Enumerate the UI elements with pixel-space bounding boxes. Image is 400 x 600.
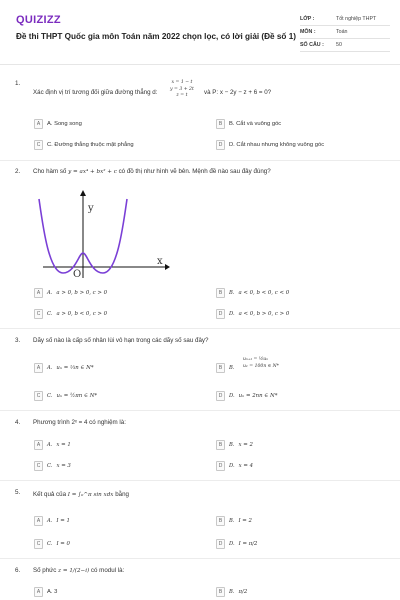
question-text-pre: Xác định vị trí tương đối giữa đường thẳng d: [33,89,158,96]
option-label: B. Cắt và vuông góc [229,121,282,127]
question-text-post: bằng [115,491,129,498]
option-letter-box: D [216,539,225,549]
option-letter-box: A [34,440,43,450]
option-a[interactable] [34,288,107,298]
question-separator [0,160,400,161]
option-label: π/2 [238,589,248,595]
y-axis-arrow [80,190,86,196]
option-prefix: D. [229,541,235,547]
option-prefix: C. [47,463,53,469]
question-text: Phương trình 2ˣ = 4 có nghiệm là: [33,419,126,426]
function-graph [35,187,170,279]
system-line: z = t [176,93,188,98]
option-b[interactable] [216,440,253,450]
option-prefix: C. [47,311,53,317]
option-letter-box: C [34,140,43,150]
question-text-post: có modul là: [90,567,125,574]
option-label: uₙ = ½πn ∈ N* [56,393,98,399]
option-letter-box: D [216,391,225,401]
option-prefix: D. [229,463,235,469]
option-letter-box: C [34,539,43,549]
option-prefix: C. [47,393,53,399]
option-prefix: A. [47,290,53,296]
option-letter-box: A [34,587,43,597]
option-label: I = π/2 [238,541,258,547]
meta-key: MÔN : [300,29,316,35]
question-text [33,567,124,574]
meta-value: 50 [336,42,342,48]
option-d[interactable] [216,309,289,319]
meta-key: SỐ CÂU : [300,42,324,48]
meta-row-subject [300,26,390,39]
option-d[interactable] [216,391,277,401]
question-number: 1. [15,80,21,87]
quizizz-logo[interactable]: QUIZIZZ [16,14,61,26]
header-divider [0,64,400,65]
option-label: a > 0, b < 0, c > 0 [56,311,108,317]
option-d[interactable] [216,140,324,150]
system-line: uₙ₊₁ = ½uₙ [243,357,269,362]
meta-value: Toán [336,29,348,35]
option-letter-box: A [34,288,43,298]
option-label: D. Cắt nhau nhưng không vuông góc [229,142,325,148]
option-a[interactable] [34,119,82,129]
option-b[interactable] [216,516,252,526]
question-number: 6. [15,567,21,574]
question-number: 4. [15,419,21,426]
option-letter-box: D [216,461,225,471]
meta-table [300,13,390,52]
meta-row-class [300,13,390,26]
option-b[interactable] [216,288,289,298]
option-a[interactable] [34,516,70,526]
option-c[interactable] [34,140,134,150]
option-prefix: B. [229,290,235,296]
system-line: y = 3 + 2t [170,86,194,92]
question-text-pre: Số phức [33,567,57,574]
option-c[interactable] [34,461,71,471]
question-formula: y = ax⁴ + bx² + c [68,169,117,175]
question-text [33,168,271,175]
question-separator [0,480,400,481]
option-label: I = 0 [56,541,70,547]
meta-value: Tốt nghiệp THPT [336,16,377,22]
option-letter-box: D [216,309,225,319]
option-letter-box: A [34,363,43,373]
option-letter-box: B [216,587,225,597]
option-label: I = 2 [238,518,252,524]
option-label: x = 3 [56,463,71,469]
option-label: a < 0, b < 0, c < 0 [238,290,290,296]
option-a[interactable] [34,440,71,450]
question-text-post: và P: x − 2y − z + 6 = 0? [204,89,272,96]
option-prefix: A. [47,518,53,524]
system-line: u₁ = 100n ∈ N* [243,363,279,369]
option-prefix: B. [229,442,235,448]
option-a[interactable] [34,363,94,373]
option-letter-box: D [216,140,225,150]
option-letter-box: C [34,391,43,401]
option-b[interactable] [216,363,238,373]
question-number: 2. [15,168,21,175]
option-label: uₙ = 2nn ∈ N* [238,393,278,399]
option-letter-box: B [216,119,225,129]
question-text-post: có đồ thị như hình vẽ bên. Mệnh đề nào sau đây đúng? [118,168,271,175]
option-letter-box: A [34,119,43,129]
option-label: A. 3 [47,589,58,595]
option-prefix: B. [229,518,235,524]
origin-label: O [73,269,82,279]
option-prefix: D. [229,393,235,399]
option-d[interactable] [216,539,258,549]
option-letter-box: C [34,461,43,471]
option-letter-box: B [216,516,225,526]
option-a[interactable] [34,587,57,597]
option-c[interactable] [34,539,70,549]
option-b[interactable] [216,119,281,129]
option-label: x = 2 [238,442,253,448]
option-prefix: D. [229,311,235,317]
question-separator [0,328,400,329]
question-text-pre: Kết quả của [33,491,67,498]
question-text-pre: Cho hàm số [33,168,67,175]
option-prefix: B. [229,365,235,371]
option-b-system [243,357,279,370]
option-prefix: A. [47,365,53,371]
question-separator [0,410,400,411]
question-number: 5. [15,489,21,496]
option-label: a > 0, b > 0, c > 0 [56,290,108,296]
option-letter-box: B [216,363,225,373]
option-letter-box: A [34,516,43,526]
option-d[interactable] [216,461,253,471]
question-text [33,491,129,498]
option-label: C. Đường thẳng thuộc mặt phẳng [47,142,134,148]
system-line: x = 1 − t [171,80,193,85]
question-formula: z = 1/(2−i) [58,568,90,574]
line-equation-system [170,80,194,100]
x-axis-label: x [157,256,163,267]
question-formula: I = ∫₀^π sin xdx [67,492,114,498]
option-label: a < 0, b > 0, c > 0 [238,311,290,317]
meta-key: LỚP : [300,16,315,22]
option-b[interactable] [216,587,247,597]
worksheet-header [0,0,400,64]
meta-row-count [300,39,390,52]
option-prefix: C. [47,541,53,547]
option-letter-box: B [216,288,225,298]
option-label: x = 4 [238,463,254,469]
option-prefix: A. [47,442,53,448]
question-number: 3. [15,337,21,344]
question-separator [0,558,400,559]
page-title: Đề thi THPT Quốc gia môn Toán năm 2022 chọn lọc, có lời giải (Đề số 1) [16,32,296,41]
option-label: A. Song song [47,121,82,127]
option-c[interactable] [34,391,97,401]
question-text: Dãy số nào là cấp số nhân lùi vô hạn trong các dãy số sau đây? [33,337,209,344]
option-letter-box: B [216,440,225,450]
y-axis-label: y [88,203,94,214]
option-label: x = 1 [56,442,71,448]
option-prefix: B. [229,589,235,595]
x-axis-arrow [165,264,170,270]
option-letter-box: C [34,309,43,319]
option-c[interactable] [34,309,107,319]
option-label: I = 1 [56,518,70,524]
option-label: uₙ = ⅓n ∈ N* [56,365,94,371]
